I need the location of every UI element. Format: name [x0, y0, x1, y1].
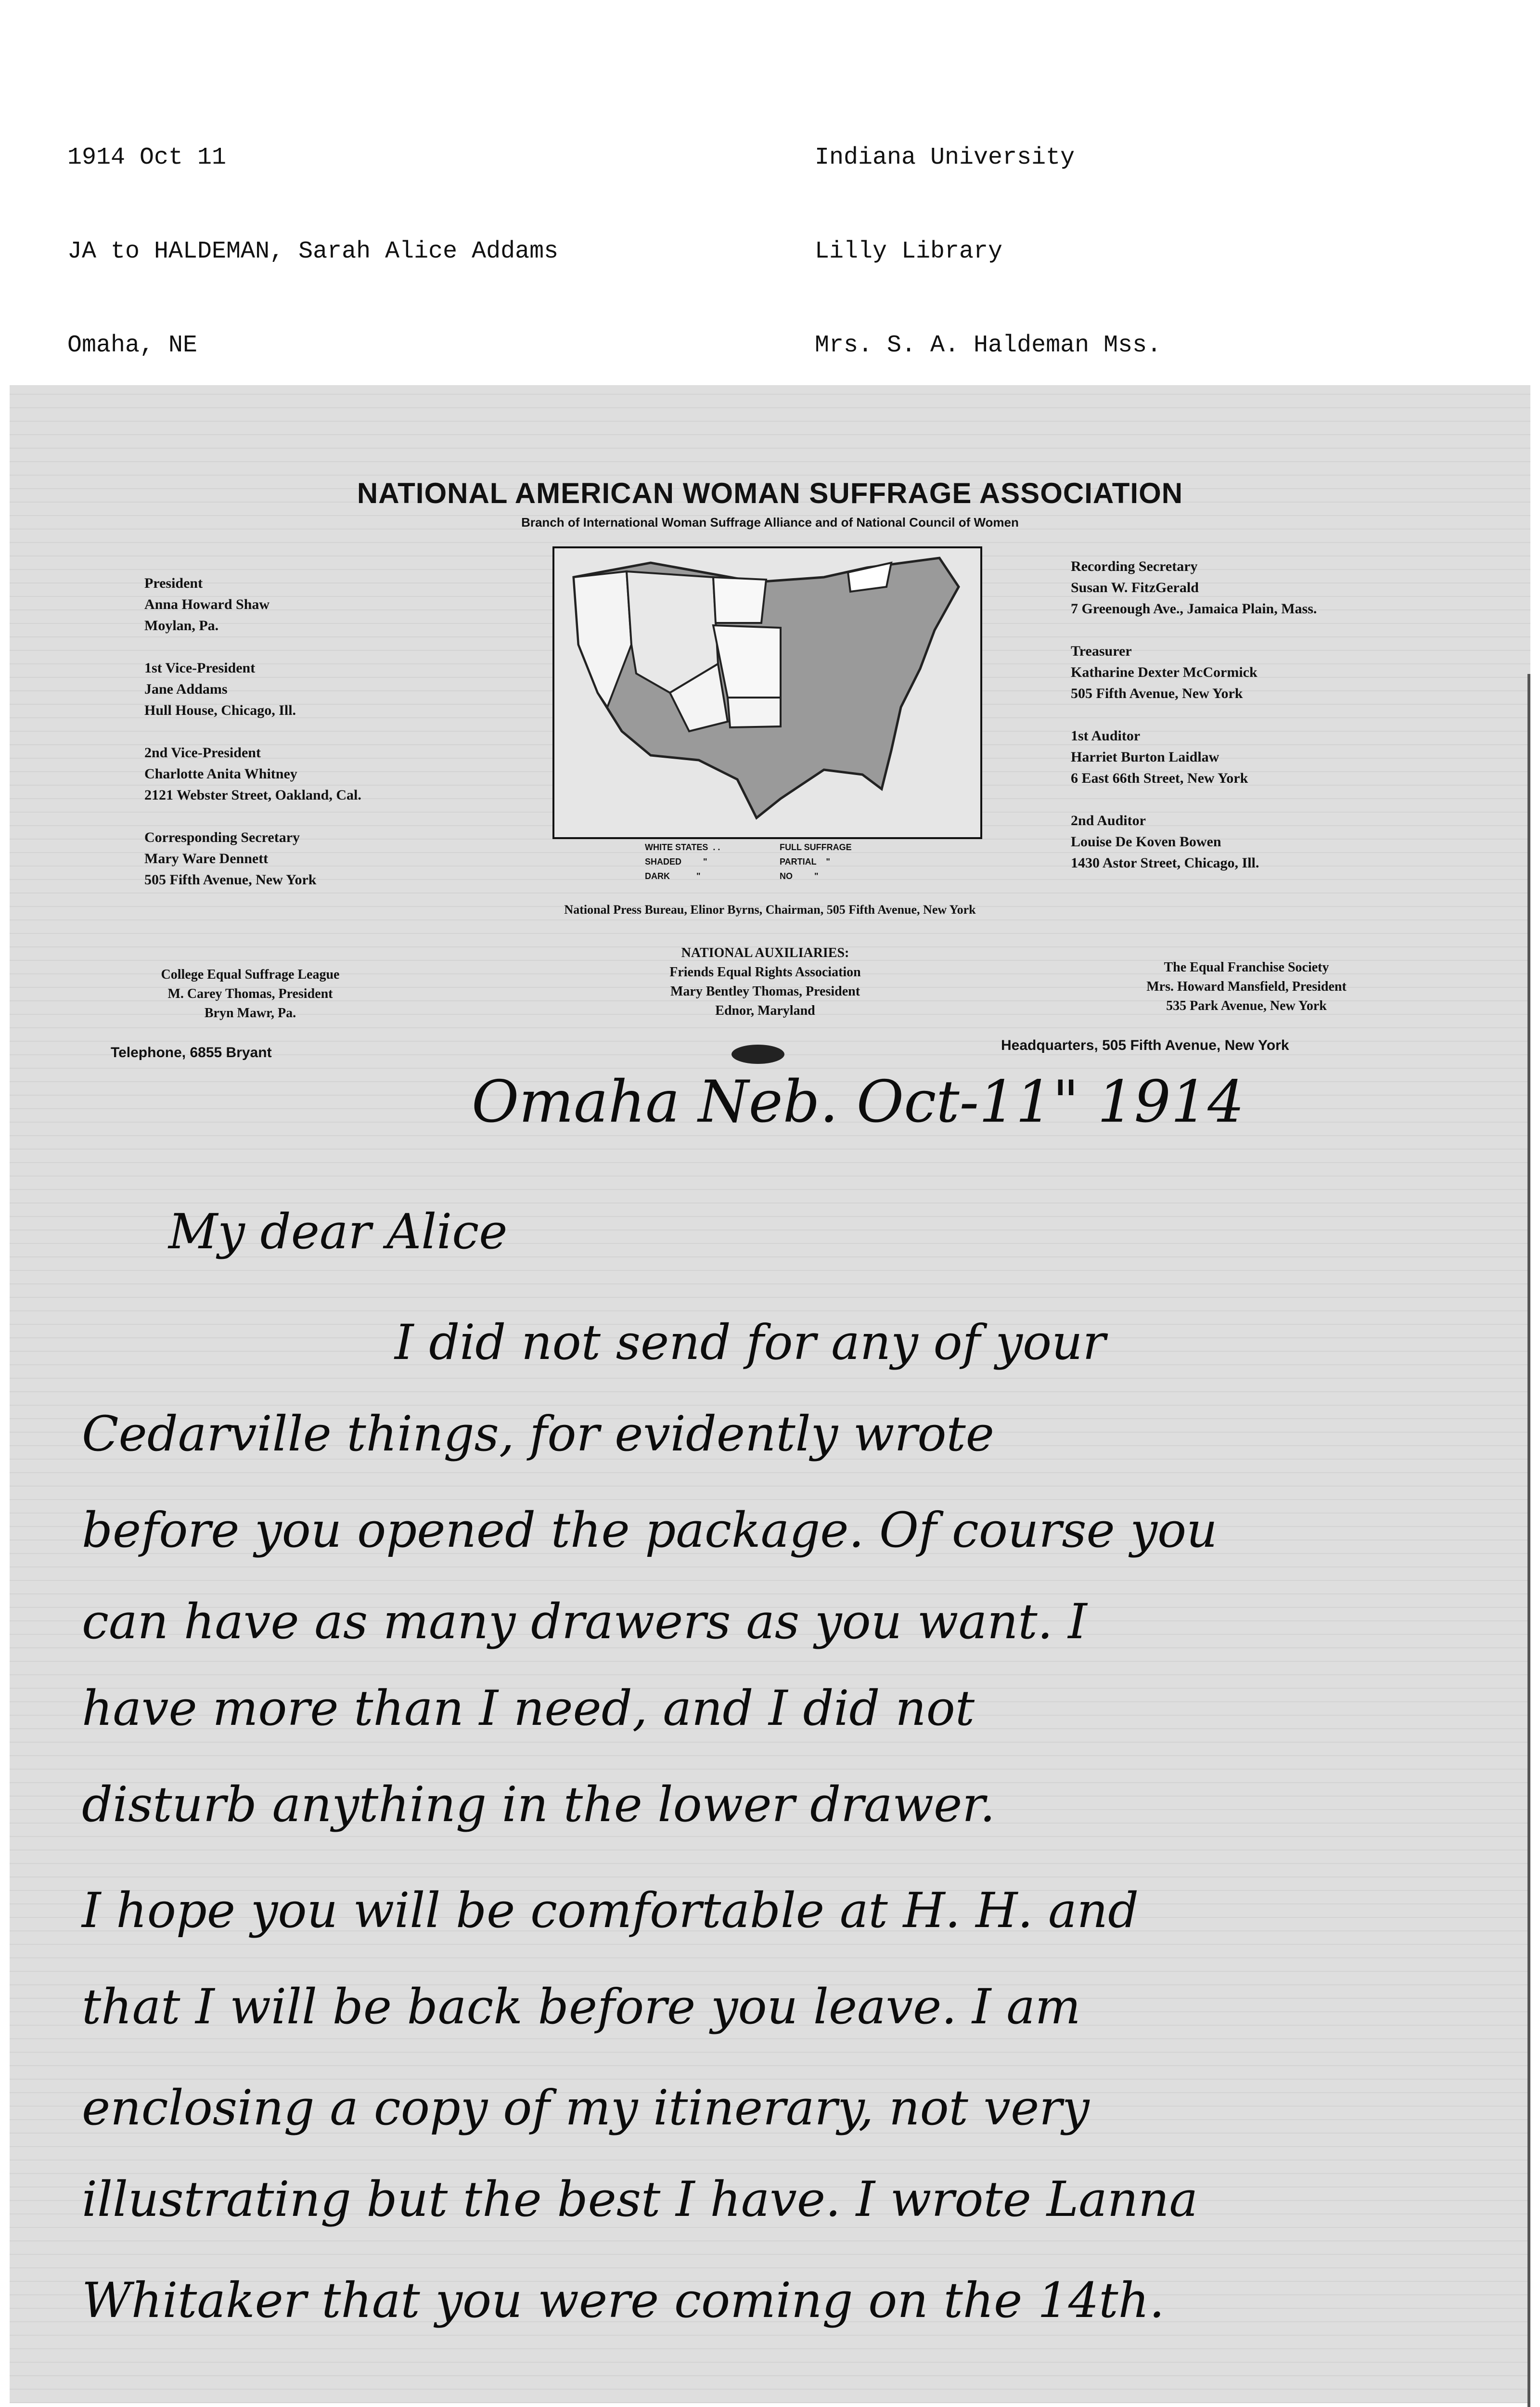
- suffrage-map: [552, 546, 982, 839]
- handwritten-dateline: Omaha Neb. Oct-11" 1914: [472, 1069, 1245, 1136]
- printer-seal-icon: [732, 1045, 784, 1064]
- handwritten-line: before you opened the package. Of course you: [82, 1502, 1218, 1558]
- officers-right: Recording Secretary Susan W. FitzGerald 7 Greenough Ave., Jamaica Plain, Mass. Treasurer Katharine Dexter McCormick 505 Fifth Avenue, New York 1st Auditor Harriet Burton Laidlaw 6 East 66th Street, New York 2nd Auditor Louise De Koven Bowen 1430 Astor Street, Chicago, Ill.: [1071, 558, 1317, 871]
- repository-library: Lilly Library: [815, 238, 1003, 265]
- letterhead-title: NATIONAL AMERICAN WOMAN SUFFRAGE ASSOCIATION: [357, 477, 1183, 509]
- archive-repository: [815, 79, 1161, 424]
- handwritten-line: enclosing a copy of my itinerary, not very: [82, 2080, 1090, 2136]
- letterhead-branch: Branch of International Woman Suffrage Alliance and of National Council of Women: [521, 515, 1019, 530]
- headquarters-line: Headquarters, 505 Fifth Avenue, New York: [1001, 1037, 1289, 1053]
- handwritten-line: Cedarville things, for evidently wrote: [82, 1406, 994, 1462]
- archive-label: [0, 0, 1540, 359]
- handwritten-line: have more than I need, and I did not: [82, 1680, 975, 1736]
- handwritten-salutation: My dear Alice: [168, 1204, 508, 1260]
- handwritten-line: that I will be back before you leave. I am: [82, 1979, 1081, 2035]
- map-legend-values: FULL SUFFRAGE PARTIAL " NO ": [780, 842, 852, 881]
- telephone-line: Telephone, 6855 Bryant: [111, 1045, 272, 1061]
- handwritten-line: illustrating but the best I have. I wrote Lanna: [82, 2171, 1198, 2227]
- handwritten-line: disturb anything in the lower drawer.: [82, 1776, 995, 1833]
- us-map-graphic: [554, 548, 980, 837]
- repository-collection: Mrs. S. A. Haldeman Mss.: [815, 332, 1162, 359]
- handwritten-line: Whitaker that you were coming on the 14th.: [82, 2272, 1165, 2329]
- page-edge-divider: [1527, 674, 1530, 2407]
- map-legend-keys: WHITE STATES . . SHADED " DARK ": [645, 842, 720, 881]
- officers-left: President Anna Howard Shaw Moylan, Pa. 1st Vice-President Jane Addams Hull House, Chicago, Ill. 2nd Vice-President Charlotte Anita Whitney 2121 Webster Street, Oakland, Cal. Corresponding Secretary Mary Ware Dennett 505 Fifth Avenue, New York: [144, 575, 361, 888]
- auxiliary-college-league: College Equal Suffrage League M. Carey Thomas, President Bryn Mawr, Pa.: [161, 967, 340, 1021]
- handwritten-line: I did not send for any of your: [395, 1314, 1106, 1371]
- citation-date: 1914 Oct 11: [67, 144, 227, 171]
- press-bureau-line: National Press Bureau, Elinor Byrns, Chairman, 505 Fifth Avenue, New York: [564, 903, 976, 917]
- auxiliary-national: NATIONAL AUXILIARIES: Friends Equal Rights Association Mary Bentley Thomas, President Ednor, Maryland: [669, 945, 861, 1018]
- citation-place: Omaha, NE: [67, 332, 198, 359]
- handwritten-line: can have as many drawers as you want. I: [82, 1593, 1087, 1650]
- auxiliary-franchise-society: The Equal Franchise Society Mrs. Howard Mansfield, President 535 Park Avenue, New York: [1146, 960, 1347, 1013]
- citation-correspondents: JA to HALDEMAN, Sarah Alice Addams: [67, 238, 559, 265]
- letter-page: [10, 385, 1530, 2403]
- repository-university: Indiana University: [815, 144, 1075, 171]
- handwritten-line: I hope you will be comfortable at H. H. and: [82, 1882, 1139, 1939]
